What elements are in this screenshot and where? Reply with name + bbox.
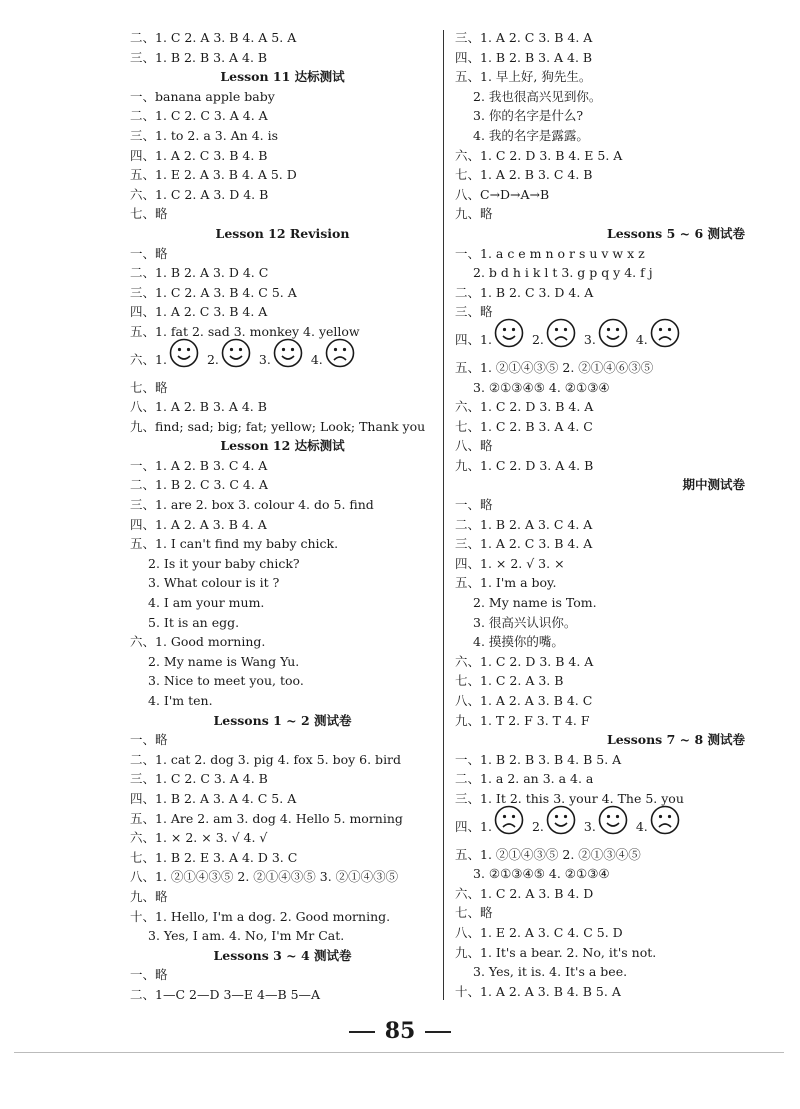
answer-line: 四、1. A 2. C 3. B 4. A bbox=[130, 304, 268, 320]
sad-face-icon bbox=[648, 805, 680, 849]
answer-line: 三、1. It 2. this 3. your 4. The 5. you bbox=[455, 790, 684, 806]
answer-line: 九、1. It's a bear. 2. No, it's not. bbox=[455, 944, 657, 960]
answer-line: 七、略 bbox=[130, 379, 168, 395]
face-answer bbox=[311, 338, 355, 382]
smiley-face-icon bbox=[596, 318, 628, 362]
answer-line: 八、1. A 2. B 3. A 4. B bbox=[130, 399, 267, 415]
answer-subline: 4. I'm ten. bbox=[148, 693, 213, 708]
answer-line: 四、1. × 2. √ 3. × bbox=[455, 555, 565, 571]
face-answer-number: 1. bbox=[480, 818, 492, 834]
answer-line: 三、1. B 2. B 3. A 4. B bbox=[130, 49, 268, 65]
answer-subline: 3. ②①③④⑤ 4. ②①③④ bbox=[473, 866, 610, 882]
answer-line: 八、1. ②①④③⑤ 2. ②①④③⑤ 3. ②①④③⑤ bbox=[130, 869, 399, 885]
answer-subline: 2. b d h i k l t 3. g p q y 4. f j bbox=[473, 265, 653, 281]
answer-line: 八、C→D→A→B bbox=[455, 186, 550, 202]
answer-line: 二、1. B 2. C 3. C 4. A bbox=[130, 477, 268, 493]
answer-subline: 5. It is an egg. bbox=[148, 614, 240, 630]
face-answer-number: 2. bbox=[531, 818, 544, 834]
smiley-face-icon bbox=[596, 805, 628, 849]
answer-line: 二、1. B 2. A 3. D 4. C bbox=[130, 265, 269, 281]
answer-subline: 3. Yes, it is. 4. It's a bee. bbox=[473, 964, 628, 980]
section-heading: 期中测试卷 bbox=[682, 477, 745, 493]
answer-line: 九、略 bbox=[130, 888, 168, 904]
answer-line: 四、1. B 2. B 3. A 4. B bbox=[455, 49, 593, 65]
face-answer bbox=[636, 805, 680, 849]
answer-line: 七、略 bbox=[455, 905, 493, 921]
page-number: 85 bbox=[384, 1018, 416, 1044]
answer-subline: 2. My name is Tom. bbox=[473, 595, 597, 611]
face-answer-number: 4. bbox=[635, 818, 648, 834]
answer-line: 五、1. ②①④③⑤ 2. ②①③④⑤ bbox=[455, 846, 641, 862]
face-answer bbox=[584, 318, 628, 362]
section-heading: Lessons 7 ~ 8 测试卷 bbox=[606, 732, 745, 748]
answer-subline: 3. What colour is it ? bbox=[148, 575, 280, 591]
answer-line: 七、1. C 2. B 3. A 4. C bbox=[455, 418, 593, 434]
answer-subline: 2. My name is Wang Yu. bbox=[148, 653, 300, 669]
question-number: 六、 bbox=[130, 351, 156, 367]
section-heading: Lesson 12 Revision bbox=[215, 225, 350, 241]
answer-line: 八、1. E 2. A 3. C 4. C 5. D bbox=[455, 924, 623, 940]
sad-face-icon bbox=[544, 318, 576, 362]
face-answer-number: 2. bbox=[531, 331, 544, 347]
face-answer bbox=[532, 318, 576, 362]
face-answer bbox=[480, 318, 524, 362]
smiley-face-icon bbox=[544, 805, 576, 849]
right-answer-column bbox=[455, 28, 755, 1001]
answer-line: 十、1. A 2. A 3. B 4. B 5. A bbox=[455, 983, 621, 999]
answer-subline: 2. 我也很高兴见到你。 bbox=[473, 88, 602, 104]
face-answer-number: 2. bbox=[206, 351, 219, 367]
answer-line: 六、1. C 2. D 3. B 4. A bbox=[455, 399, 594, 415]
answer-line: 六、1. C 2. A 3. D 4. B bbox=[130, 186, 269, 202]
face-answer bbox=[207, 338, 251, 382]
footer-dash-left bbox=[349, 1031, 375, 1033]
answer-line: 二、1. cat 2. dog 3. pig 4. fox 5. boy 6. bird bbox=[130, 751, 402, 767]
face-answer-row bbox=[455, 809, 755, 845]
smiley-face-icon bbox=[271, 338, 303, 382]
face-answer-number: 3. bbox=[583, 818, 596, 834]
answer-line: 四、1. A 2. C 3. B 4. B bbox=[130, 147, 268, 163]
answer-subline: 3. Nice to meet you, too. bbox=[148, 673, 304, 689]
face-answer-row bbox=[130, 342, 435, 378]
answer-subline: 3. 你的名字是什么? bbox=[473, 108, 584, 124]
answer-line: 七、1. C 2. A 3. B bbox=[455, 673, 564, 689]
answer-subline: 3. Yes, I am. 4. No, I'm Mr Cat. bbox=[148, 928, 345, 944]
face-answer-row bbox=[455, 322, 755, 358]
answer-line: 九、1. C 2. D 3. A 4. B bbox=[455, 457, 594, 473]
answer-line: 五、1. I'm a boy. bbox=[455, 575, 557, 591]
face-answer-number: 1. bbox=[155, 351, 167, 367]
sad-face-icon bbox=[648, 318, 680, 362]
answer-subline: 4. 摸摸你的嘴。 bbox=[473, 634, 564, 650]
answer-line: 七、略 bbox=[130, 206, 168, 222]
answer-line: 一、略 bbox=[455, 497, 493, 513]
section-heading: Lesson 11 达标测试 bbox=[220, 69, 345, 85]
answer-line: 二、1. C 2. A 3. B 4. A 5. A bbox=[130, 30, 297, 45]
answer-line: 一、banana apple baby bbox=[130, 88, 275, 104]
smiley-face-icon bbox=[492, 318, 524, 362]
face-answer-number: 1. bbox=[480, 331, 492, 347]
answer-line: 五、1. I can't find my baby chick. bbox=[130, 536, 339, 552]
answer-line: 五、1. E 2. A 3. B 4. A 5. D bbox=[130, 167, 297, 183]
answer-line: 二、1. B 2. A 3. C 4. A bbox=[455, 516, 593, 532]
answer-line: 一、1. a c e m n o r s u v w x z bbox=[455, 245, 645, 261]
answer-line: 九、find; sad; big; fat; yellow; Look; Thank you bbox=[130, 418, 426, 434]
answer-line: 七、1. A 2. B 3. C 4. B bbox=[455, 167, 593, 183]
answer-line: 五、1. 早上好, 狗先生。 bbox=[455, 69, 592, 85]
left-answer-column bbox=[130, 28, 435, 1005]
face-answer bbox=[155, 338, 199, 382]
face-answer bbox=[584, 805, 628, 849]
answer-subline: 3. 很高兴认识你。 bbox=[473, 614, 577, 630]
question-number: 四、 bbox=[455, 818, 481, 834]
answer-line: 五、1. Are 2. am 3. dog 4. Hello 5. morning bbox=[130, 810, 403, 826]
answer-line: 三、1. A 2. C 3. B 4. A bbox=[455, 536, 593, 552]
answer-line: 二、1. a 2. an 3. a 4. a bbox=[455, 771, 594, 787]
sad-face-icon bbox=[492, 805, 524, 849]
answer-line: 五、1. ②①④③⑤ 2. ②①④⑥③⑤ bbox=[455, 359, 654, 375]
section-heading: Lessons 1 ~ 2 测试卷 bbox=[213, 712, 352, 728]
answer-subline: 4. I am your mum. bbox=[148, 595, 265, 611]
face-answer-number: 4. bbox=[635, 331, 648, 347]
answer-line: 六、1. × 2. × 3. √ 4. √ bbox=[130, 830, 268, 846]
section-heading: Lessons 3 ~ 4 测试卷 bbox=[213, 947, 352, 963]
answer-line: 一、1. A 2. B 3. C 4. A bbox=[130, 457, 268, 473]
bottom-rule bbox=[14, 1052, 784, 1053]
answer-line: 二、1. C 2. C 3. A 4. A bbox=[130, 108, 268, 124]
answer-subline: 4. 我的名字是露露。 bbox=[473, 127, 589, 143]
answer-line: 七、1. B 2. E 3. A 4. D 3. C bbox=[130, 849, 298, 865]
face-answer bbox=[636, 318, 680, 362]
face-answer-number: 3. bbox=[258, 351, 271, 367]
face-answer bbox=[480, 805, 524, 849]
face-answer-number: 4. bbox=[310, 351, 323, 367]
answer-line: 五、1. fat 2. sad 3. monkey 4. yellow bbox=[130, 323, 360, 339]
answer-line: 九、略 bbox=[455, 206, 493, 222]
answer-line: 三、1. to 2. a 3. An 4. is bbox=[130, 127, 279, 143]
answer-line: 四、1. B 2. A 3. A 4. C 5. A bbox=[130, 790, 297, 806]
answer-line: 二、1. B 2. C 3. D 4. A bbox=[455, 284, 594, 300]
answer-line: 八、略 bbox=[455, 438, 493, 454]
answer-subline: 2. Is it your baby chick? bbox=[148, 555, 300, 571]
answer-line: 三、略 bbox=[455, 304, 493, 320]
sad-face-icon bbox=[323, 338, 355, 382]
answer-line: 八、1. A 2. A 3. B 4. C bbox=[455, 693, 593, 708]
answer-line: 三、1. are 2. box 3. colour 4. do 5. find bbox=[130, 497, 374, 513]
answer-line: 二、1—C 2—D 3—E 4—B 5—A bbox=[130, 986, 321, 1002]
face-answer bbox=[259, 338, 303, 382]
answer-line: 六、1. C 2. D 3. B 4. A bbox=[455, 653, 594, 669]
answer-line: 三、1. C 2. A 3. B 4. C 5. A bbox=[130, 284, 297, 300]
answer-line: 三、1. C 2. C 3. A 4. B bbox=[130, 771, 268, 787]
answer-line: 六、1. C 2. A 3. B 4. D bbox=[455, 885, 594, 901]
answer-line: 九、1. T 2. F 3. T 4. F bbox=[455, 712, 590, 728]
answer-line: 一、1. B 2. B 3. B 4. B 5. A bbox=[455, 751, 622, 767]
section-heading: Lesson 12 达标测试 bbox=[220, 438, 345, 454]
smiley-face-icon bbox=[219, 338, 251, 382]
footer-dash-right bbox=[425, 1031, 451, 1033]
answer-line: 四、1. A 2. A 3. B 4. A bbox=[130, 516, 267, 532]
answer-line: 一、略 bbox=[130, 967, 168, 983]
smiley-face-icon bbox=[167, 338, 199, 382]
answer-line: 六、1. C 2. D 3. B 4. E 5. A bbox=[455, 147, 623, 163]
face-answer-number: 3. bbox=[583, 331, 596, 347]
question-number: 四、 bbox=[455, 331, 481, 347]
section-heading: Lessons 5 ~ 6 测试卷 bbox=[606, 225, 745, 241]
answer-subline: 3. ②①③④⑤ 4. ②①③④ bbox=[473, 379, 610, 395]
answer-line: 十、1. Hello, I'm a dog. 2. Good morning. bbox=[130, 908, 391, 924]
page-number-footer bbox=[0, 1018, 800, 1044]
face-answer bbox=[532, 805, 576, 849]
answer-line: 三、1. A 2. C 3. B 4. A bbox=[455, 30, 593, 45]
answer-line: 一、略 bbox=[130, 245, 168, 261]
column-divider bbox=[443, 30, 444, 1000]
answer-line: 六、1. Good morning. bbox=[130, 634, 266, 650]
answer-line: 一、略 bbox=[130, 732, 168, 748]
